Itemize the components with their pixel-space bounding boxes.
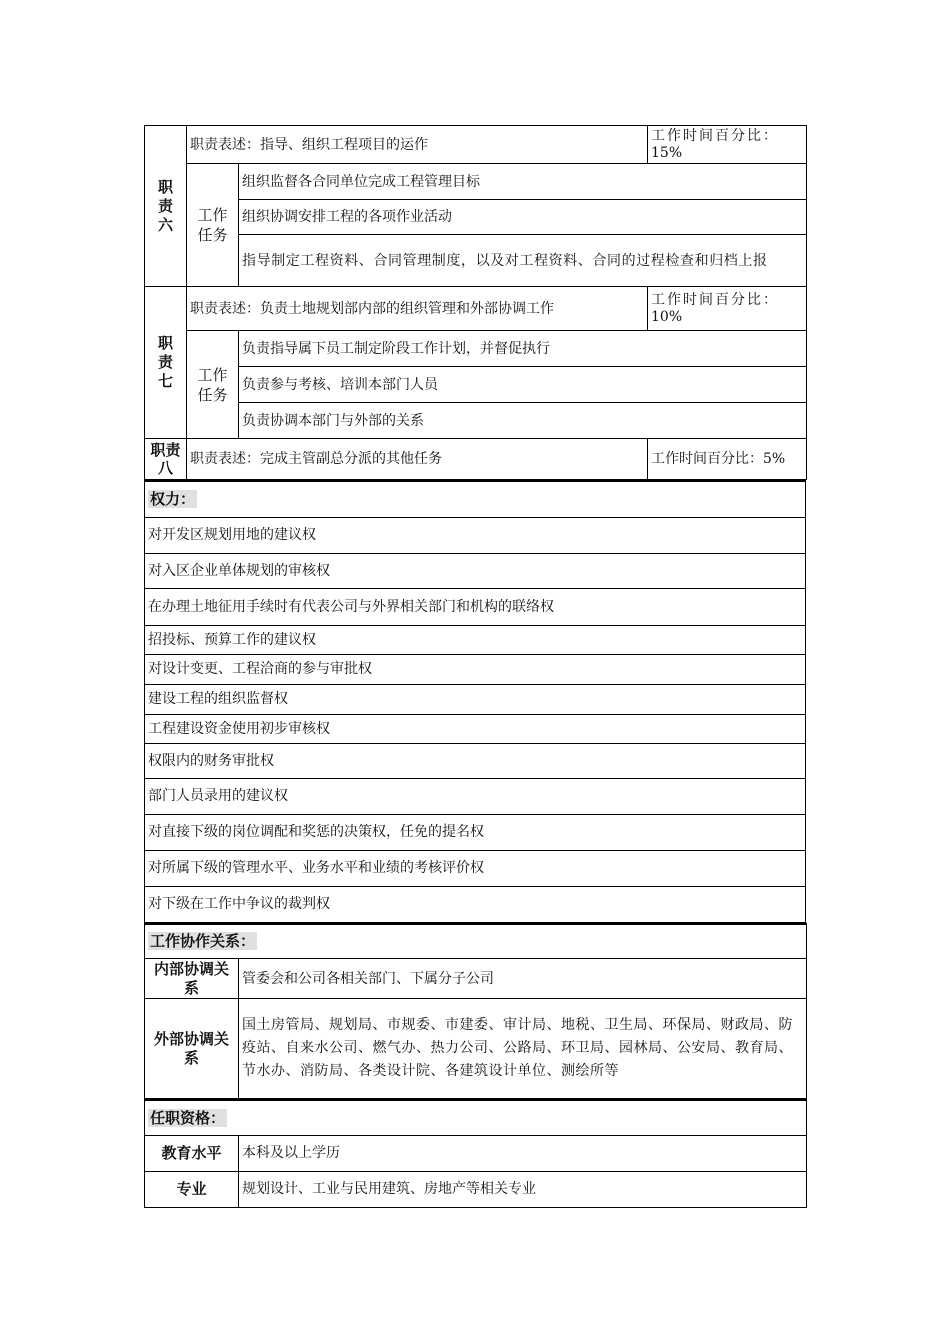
- power-item: 工程建设资金使用初步审核权: [145, 714, 806, 743]
- job-description-page: [144, 125, 806, 1208]
- duty6-task-3: 指导制定工程资料、合同管理制度，以及对工程资料、合同的过程检查和归档上报: [239, 235, 807, 287]
- duties-table: [144, 125, 807, 480]
- duty6-label: 职责六: [145, 126, 187, 287]
- powers-section-title: 权力：: [145, 481, 806, 517]
- duty7-task-1: 负责指导属下员工制定阶段工作计划，并督促执行: [239, 331, 807, 367]
- duty7-percentage: 工作时间百分比： 10%: [648, 287, 807, 331]
- major-label: 专业: [145, 1171, 239, 1207]
- duty7-task-3: 负责协调本部门与外部的关系: [239, 403, 807, 439]
- qualifications-section-title: 任职资格：: [145, 1100, 807, 1135]
- duty7-task-2: 负责参与考核、培训本部门人员: [239, 367, 807, 403]
- internal-relations-label: 内部协调关系: [145, 959, 239, 999]
- external-relations-value: 国土房管局、规划局、市规委、市建委、审计局、地税、卫生局、环保局、财政局、防疫站、自来水公司、燃气办、热力公司、公路局、环卫局、园林局、公安局、教育局、节水办、消防局、各类设计院、各建筑设计单位、测绘所等: [239, 999, 807, 1099]
- duty6-task-2: 组织协调安排工程的各项作业活动: [239, 200, 807, 235]
- power-item: 对下级在工作中争议的裁判权: [145, 886, 806, 922]
- major-value: 规划设计、工业与民用建筑、房地产等相关专业: [239, 1171, 807, 1207]
- power-item: 对直接下级的岗位调配和奖惩的决策权，任免的提名权: [145, 814, 806, 850]
- external-relations-label: 外部协调关系: [145, 999, 239, 1099]
- internal-relations-value: 管委会和公司各相关部门、下属分子公司: [239, 959, 807, 999]
- duty8-statement: 职责表述：完成主管副总分派的其他任务: [187, 439, 648, 480]
- education-value: 本科及以上学历: [239, 1135, 807, 1171]
- power-item: 权限内的财务审批权: [145, 743, 806, 778]
- power-item: 建设工程的组织监督权: [145, 684, 806, 714]
- power-item: 对入区企业单体规划的审核权: [145, 553, 806, 588]
- power-item: 对设计变更、工程洽商的参与审批权: [145, 654, 806, 684]
- duty6-task-1: 组织监督各合同单位完成工程管理目标: [239, 164, 807, 200]
- power-item: 对开发区规划用地的建议权: [145, 517, 806, 553]
- power-item: 对所属下级的管理水平、业务水平和业绩的考核评价权: [145, 850, 806, 886]
- education-label: 教育水平: [145, 1135, 239, 1171]
- power-item: 部门人员录用的建议权: [145, 778, 806, 814]
- duty6-task-label: 工作任务: [187, 164, 239, 287]
- power-item: 招投标、预算工作的建议权: [145, 625, 806, 654]
- duty7-task-label: 工作任务: [187, 331, 239, 439]
- duty7-statement: 职责表述：负责土地规划部内部的组织管理和外部协调工作: [187, 287, 648, 331]
- powers-table: [144, 480, 806, 923]
- duty6-statement: 职责表述：指导、组织工程项目的运作: [187, 126, 648, 164]
- relations-table: [144, 923, 807, 1100]
- relations-section-title: 工作协作关系：: [145, 924, 807, 959]
- power-item: 在办理土地征用手续时有代表公司与外界相关部门和机构的联络权: [145, 588, 806, 625]
- duty8-percentage: 工作时间百分比：5%: [648, 439, 807, 480]
- duty8-label: 职责八: [145, 439, 187, 480]
- qualifications-table: [144, 1099, 807, 1208]
- duty6-percentage: 工作时间百分比： 15%: [648, 126, 807, 164]
- duty7-label: 职责七: [145, 287, 187, 439]
